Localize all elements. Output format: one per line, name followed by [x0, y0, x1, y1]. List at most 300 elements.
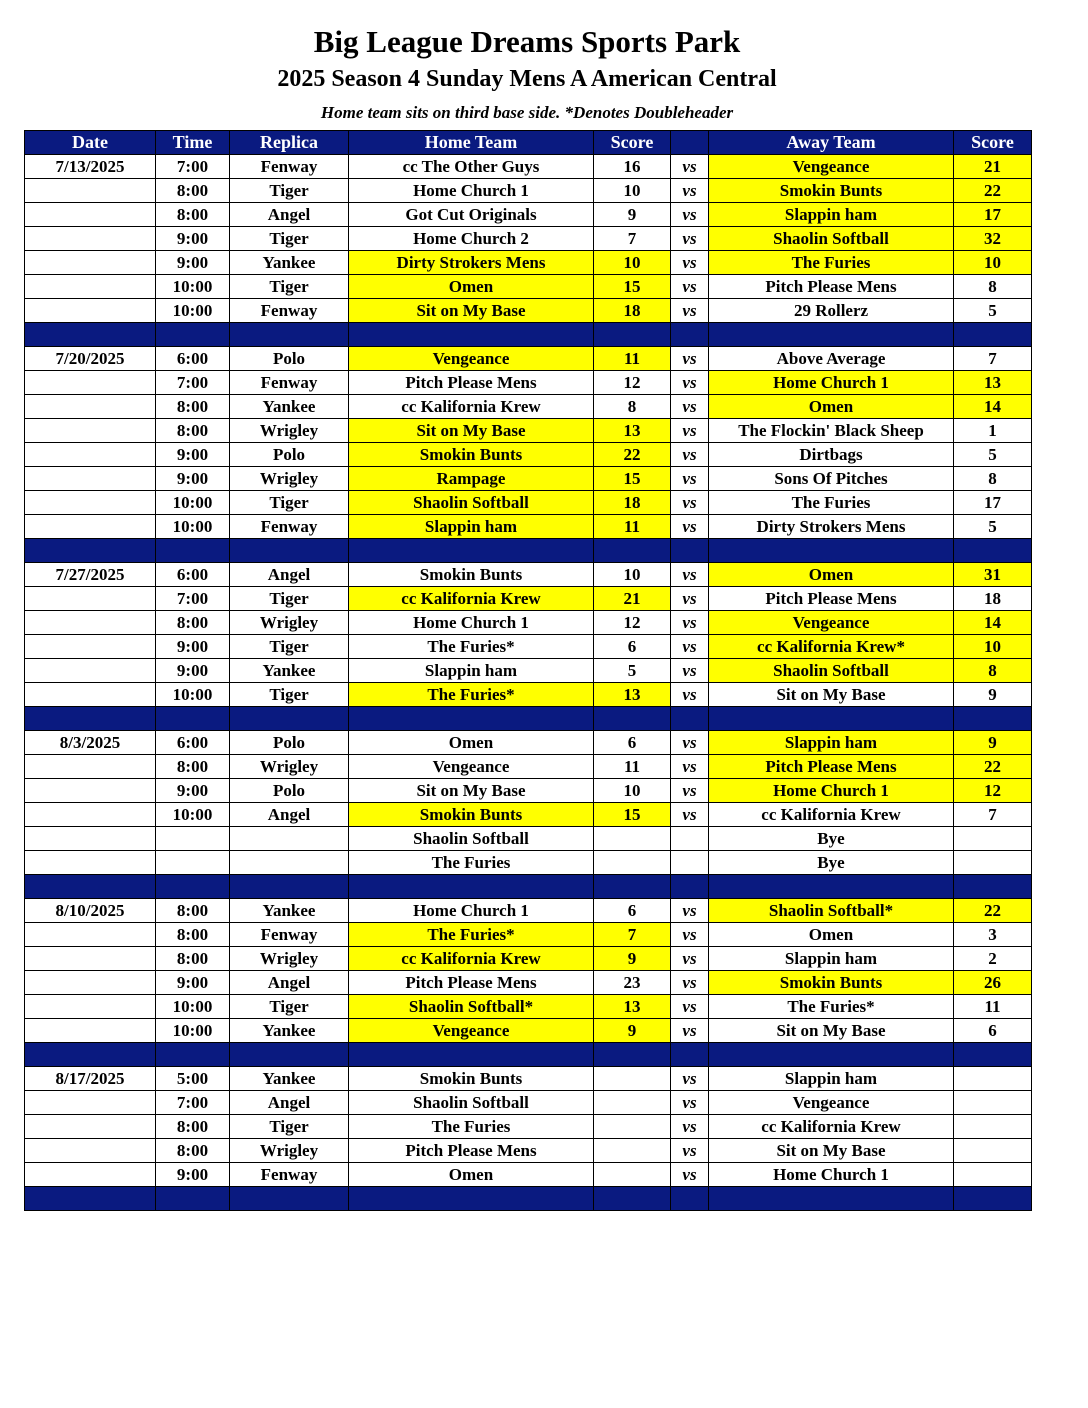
home-score-cell: 7 [594, 923, 671, 947]
replica-field-cell: Fenway [230, 155, 349, 179]
home-score-cell: 18 [594, 491, 671, 515]
away-team-cell: cc Kalifornia Krew [709, 1115, 954, 1139]
replica-field-cell: Tiger [230, 587, 349, 611]
away-team-cell: Home Church 1 [709, 779, 954, 803]
home-team-cell: Rampage [349, 467, 594, 491]
away-score-cell [954, 851, 1032, 875]
replica-field-cell: Fenway [230, 299, 349, 323]
time-cell: 6:00 [156, 731, 230, 755]
separator-cell [594, 323, 671, 347]
col-header-date: Date [25, 131, 156, 155]
home-team-cell: Got Cut Originals [349, 203, 594, 227]
vs-cell: vs [671, 1115, 709, 1139]
home-score-cell: 10 [594, 779, 671, 803]
separator-cell [230, 875, 349, 899]
time-cell: 8:00 [156, 755, 230, 779]
home-team-cell: Pitch Please Mens [349, 1139, 594, 1163]
replica-field-cell: Fenway [230, 923, 349, 947]
away-team-cell: Vengeance [709, 155, 954, 179]
date-cell [25, 947, 156, 971]
home-team-cell: The Furies [349, 851, 594, 875]
vs-cell: vs [671, 1139, 709, 1163]
separator-cell [156, 1187, 230, 1211]
separator-cell [156, 539, 230, 563]
replica-field-cell: Polo [230, 779, 349, 803]
home-team-cell: Smokin Bunts [349, 1067, 594, 1091]
date-cell [25, 995, 156, 1019]
home-score-cell: 13 [594, 683, 671, 707]
away-team-cell: Pitch Please Mens [709, 755, 954, 779]
away-score-cell: 17 [954, 491, 1032, 515]
away-score-cell: 14 [954, 395, 1032, 419]
away-score-cell: 7 [954, 347, 1032, 371]
date-cell [25, 779, 156, 803]
week-separator [25, 875, 1032, 899]
separator-cell [594, 875, 671, 899]
game-row [25, 635, 1032, 659]
separator-cell [709, 1043, 954, 1067]
col-header-home-score: Score [594, 131, 671, 155]
vs-cell: vs [671, 227, 709, 251]
game-row [25, 923, 1032, 947]
vs-cell: vs [671, 443, 709, 467]
week-separator [25, 1187, 1032, 1211]
away-team-cell: Dirtbags [709, 443, 954, 467]
away-score-cell: 18 [954, 587, 1032, 611]
separator-cell [671, 707, 709, 731]
game-row [25, 515, 1032, 539]
date-cell [25, 419, 156, 443]
separator-cell [954, 1043, 1032, 1067]
away-team-cell: Pitch Please Mens [709, 275, 954, 299]
vs-cell: vs [671, 347, 709, 371]
date-cell: 8/3/2025 [25, 731, 156, 755]
replica-field-cell: Polo [230, 731, 349, 755]
replica-field-cell: Wrigley [230, 947, 349, 971]
date-cell [25, 371, 156, 395]
replica-field-cell: Yankee [230, 251, 349, 275]
vs-cell: vs [671, 635, 709, 659]
game-row [25, 1163, 1032, 1187]
replica-field-cell [230, 851, 349, 875]
separator-cell [349, 1187, 594, 1211]
time-cell: 8:00 [156, 179, 230, 203]
replica-field-cell: Yankee [230, 395, 349, 419]
game-row [25, 251, 1032, 275]
replica-field-cell: Wrigley [230, 755, 349, 779]
separator-cell [671, 1043, 709, 1067]
away-score-cell: 5 [954, 443, 1032, 467]
separator-cell [954, 539, 1032, 563]
date-cell [25, 275, 156, 299]
away-team-cell: Sit on My Base [709, 683, 954, 707]
separator-cell [25, 707, 156, 731]
time-cell: 9:00 [156, 443, 230, 467]
date-cell [25, 443, 156, 467]
home-team-cell: Slappin ham [349, 659, 594, 683]
home-score-cell: 11 [594, 755, 671, 779]
separator-cell [709, 539, 954, 563]
home-score-cell: 9 [594, 947, 671, 971]
time-cell: 10:00 [156, 299, 230, 323]
date-cell [25, 587, 156, 611]
header-row [25, 131, 1032, 155]
separator-cell [156, 323, 230, 347]
time-cell: 10:00 [156, 995, 230, 1019]
home-team-cell: Slappin ham [349, 515, 594, 539]
time-cell: 8:00 [156, 899, 230, 923]
home-team-cell: Sit on My Base [349, 299, 594, 323]
time-cell: 10:00 [156, 1019, 230, 1043]
time-cell: 8:00 [156, 1139, 230, 1163]
home-team-cell: Shaolin Softball [349, 1091, 594, 1115]
vs-cell: vs [671, 419, 709, 443]
away-score-cell: 6 [954, 1019, 1032, 1043]
time-cell: 10:00 [156, 683, 230, 707]
separator-cell [671, 539, 709, 563]
away-team-cell: Bye [709, 851, 954, 875]
col-header-vs [671, 131, 709, 155]
schedule-note: Home team sits on third base side. *Denotes Doubleheader [320, 103, 734, 122]
home-team-cell: Omen [349, 731, 594, 755]
game-row [25, 1139, 1032, 1163]
date-cell [25, 227, 156, 251]
game-row [25, 275, 1032, 299]
date-cell [25, 515, 156, 539]
home-score-cell: 18 [594, 299, 671, 323]
away-score-cell: 12 [954, 779, 1032, 803]
away-score-cell [954, 1091, 1032, 1115]
away-team-cell: Home Church 1 [709, 1163, 954, 1187]
home-score-cell: 13 [594, 419, 671, 443]
away-score-cell: 1 [954, 419, 1032, 443]
replica-field-cell: Tiger [230, 635, 349, 659]
home-score-cell [594, 827, 671, 851]
away-team-cell: Sit on My Base [709, 1019, 954, 1043]
time-cell: 6:00 [156, 347, 230, 371]
away-team-cell: Dirty Strokers Mens [709, 515, 954, 539]
date-cell [25, 203, 156, 227]
replica-field-cell: Yankee [230, 1019, 349, 1043]
home-team-cell: Vengeance [349, 755, 594, 779]
game-row [25, 995, 1032, 1019]
time-cell: 8:00 [156, 395, 230, 419]
home-team-cell: Pitch Please Mens [349, 971, 594, 995]
vs-cell: vs [671, 1091, 709, 1115]
away-team-cell: The Furies [709, 491, 954, 515]
home-team-cell: Shaolin Softball [349, 491, 594, 515]
away-score-cell [954, 1163, 1032, 1187]
game-row [25, 731, 1032, 755]
home-team-cell: The Furies* [349, 683, 594, 707]
date-cell [25, 1139, 156, 1163]
away-team-cell: Slappin ham [709, 947, 954, 971]
home-score-cell: 16 [594, 155, 671, 179]
home-team-cell: Smokin Bunts [349, 443, 594, 467]
home-team-cell: Smokin Bunts [349, 563, 594, 587]
away-team-cell: Sit on My Base [709, 1139, 954, 1163]
time-cell: 8:00 [156, 947, 230, 971]
separator-cell [230, 323, 349, 347]
away-team-cell: Omen [709, 395, 954, 419]
game-row [25, 587, 1032, 611]
col-header-replica: Replica [230, 131, 349, 155]
away-score-cell: 8 [954, 275, 1032, 299]
separator-cell [156, 875, 230, 899]
separator-cell [230, 1043, 349, 1067]
away-score-cell: 31 [954, 563, 1032, 587]
vs-cell: vs [671, 491, 709, 515]
away-team-cell: 29 Rollerz [709, 299, 954, 323]
away-score-cell: 17 [954, 203, 1032, 227]
home-team-cell: Omen [349, 275, 594, 299]
time-cell: 9:00 [156, 779, 230, 803]
replica-field-cell: Angel [230, 563, 349, 587]
time-cell: 9:00 [156, 659, 230, 683]
date-cell [25, 467, 156, 491]
home-team-cell: cc Kalifornia Krew [349, 395, 594, 419]
home-score-cell: 7 [594, 227, 671, 251]
away-team-cell: Shaolin Softball [709, 227, 954, 251]
replica-field-cell: Angel [230, 1091, 349, 1115]
home-score-cell [594, 1163, 671, 1187]
separator-cell [594, 1043, 671, 1067]
away-team-cell: Omen [709, 923, 954, 947]
replica-field-cell: Tiger [230, 683, 349, 707]
time-cell: 10:00 [156, 803, 230, 827]
separator-cell [230, 539, 349, 563]
date-cell [25, 827, 156, 851]
away-team-cell: Bye [709, 827, 954, 851]
replica-field-cell: Yankee [230, 659, 349, 683]
replica-field-cell: Wrigley [230, 611, 349, 635]
home-team-cell: Home Church 1 [349, 611, 594, 635]
date-cell [25, 1115, 156, 1139]
replica-field-cell: Tiger [230, 275, 349, 299]
away-score-cell: 22 [954, 179, 1032, 203]
away-score-cell: 2 [954, 947, 1032, 971]
week-separator [25, 707, 1032, 731]
away-team-cell: Above Average [709, 347, 954, 371]
game-row [25, 1115, 1032, 1139]
separator-cell [349, 323, 594, 347]
date-cell: 7/20/2025 [25, 347, 156, 371]
date-cell [25, 971, 156, 995]
week-separator [25, 323, 1032, 347]
time-cell: 10:00 [156, 491, 230, 515]
col-header-away-score: Score [954, 131, 1032, 155]
game-row [25, 947, 1032, 971]
away-score-cell: 22 [954, 899, 1032, 923]
vs-cell: vs [671, 1067, 709, 1091]
date-cell [25, 683, 156, 707]
time-cell: 7:00 [156, 587, 230, 611]
away-score-cell: 13 [954, 371, 1032, 395]
separator-cell [671, 1187, 709, 1211]
away-team-cell: The Furies* [709, 995, 954, 1019]
home-team-cell: The Furies* [349, 923, 594, 947]
vs-cell: vs [671, 947, 709, 971]
home-team-cell: Pitch Please Mens [349, 371, 594, 395]
away-team-cell: Shaolin Softball* [709, 899, 954, 923]
time-cell: 9:00 [156, 1163, 230, 1187]
home-team-cell: cc The Other Guys [349, 155, 594, 179]
time-cell: 10:00 [156, 515, 230, 539]
away-team-cell: Home Church 1 [709, 371, 954, 395]
home-score-cell: 6 [594, 731, 671, 755]
replica-field-cell: Wrigley [230, 419, 349, 443]
game-row [25, 395, 1032, 419]
replica-field-cell: Fenway [230, 1163, 349, 1187]
date-cell [25, 755, 156, 779]
replica-field-cell: Tiger [230, 227, 349, 251]
vs-cell: vs [671, 467, 709, 491]
away-team-cell: Smokin Bunts [709, 179, 954, 203]
away-score-cell: 5 [954, 515, 1032, 539]
date-cell [25, 1019, 156, 1043]
time-cell: 8:00 [156, 203, 230, 227]
away-score-cell: 10 [954, 635, 1032, 659]
home-team-cell: Dirty Strokers Mens [349, 251, 594, 275]
vs-cell: vs [671, 299, 709, 323]
time-cell: 10:00 [156, 275, 230, 299]
home-team-cell: Smokin Bunts [349, 803, 594, 827]
game-row [25, 491, 1032, 515]
away-score-cell: 14 [954, 611, 1032, 635]
replica-field-cell: Angel [230, 971, 349, 995]
home-score-cell [594, 1115, 671, 1139]
separator-cell [349, 875, 594, 899]
vs-cell: vs [671, 659, 709, 683]
game-row [25, 827, 1032, 851]
replica-field-cell: Angel [230, 803, 349, 827]
game-row [25, 203, 1032, 227]
home-score-cell: 11 [594, 347, 671, 371]
date-cell [25, 659, 156, 683]
replica-field-cell: Angel [230, 203, 349, 227]
home-score-cell: 15 [594, 467, 671, 491]
vs-cell: vs [671, 971, 709, 995]
time-cell: 8:00 [156, 419, 230, 443]
replica-field-cell: Tiger [230, 995, 349, 1019]
away-team-cell: Slappin ham [709, 731, 954, 755]
home-score-cell: 15 [594, 275, 671, 299]
date-cell [25, 923, 156, 947]
separator-cell [230, 1187, 349, 1211]
vs-cell: vs [671, 371, 709, 395]
away-team-cell: The Furies [709, 251, 954, 275]
vs-cell: vs [671, 563, 709, 587]
home-team-cell: The Furies [349, 1115, 594, 1139]
separator-cell [594, 707, 671, 731]
away-team-cell: Omen [709, 563, 954, 587]
home-score-cell: 22 [594, 443, 671, 467]
date-cell [25, 1091, 156, 1115]
replica-field-cell [230, 827, 349, 851]
date-cell [25, 179, 156, 203]
separator-cell [954, 323, 1032, 347]
away-score-cell: 7 [954, 803, 1032, 827]
game-row [25, 227, 1032, 251]
away-score-cell [954, 1067, 1032, 1091]
vs-cell: vs [671, 923, 709, 947]
home-score-cell: 6 [594, 635, 671, 659]
time-cell: 9:00 [156, 635, 230, 659]
vs-cell: vs [671, 779, 709, 803]
time-cell: 9:00 [156, 227, 230, 251]
separator-cell [25, 875, 156, 899]
date-cell [25, 635, 156, 659]
date-cell [25, 851, 156, 875]
time-cell: 8:00 [156, 923, 230, 947]
time-cell [156, 851, 230, 875]
away-score-cell [954, 1139, 1032, 1163]
separator-cell [230, 707, 349, 731]
game-row [25, 851, 1032, 875]
replica-field-cell: Polo [230, 347, 349, 371]
separator-cell [156, 1043, 230, 1067]
replica-field-cell: Yankee [230, 1067, 349, 1091]
away-score-cell: 32 [954, 227, 1032, 251]
replica-field-cell: Tiger [230, 491, 349, 515]
game-row [25, 1019, 1032, 1043]
separator-cell [349, 707, 594, 731]
away-team-cell: Pitch Please Mens [709, 587, 954, 611]
home-team-cell: Vengeance [349, 347, 594, 371]
home-team-cell: Sit on My Base [349, 779, 594, 803]
game-row [25, 347, 1032, 371]
vs-cell: vs [671, 611, 709, 635]
away-score-cell: 9 [954, 683, 1032, 707]
away-team-cell: Slappin ham [709, 1067, 954, 1091]
vs-cell [671, 851, 709, 875]
date-cell: 8/10/2025 [25, 899, 156, 923]
time-cell: 8:00 [156, 1115, 230, 1139]
time-cell: 8:00 [156, 611, 230, 635]
home-score-cell: 10 [594, 179, 671, 203]
game-row [25, 1067, 1032, 1091]
separator-cell [709, 1187, 954, 1211]
game-row [25, 779, 1032, 803]
time-cell: 9:00 [156, 971, 230, 995]
date-cell: 7/13/2025 [25, 155, 156, 179]
home-team-cell: Home Church 2 [349, 227, 594, 251]
vs-cell: vs [671, 587, 709, 611]
date-cell: 8/17/2025 [25, 1067, 156, 1091]
away-score-cell [954, 827, 1032, 851]
home-score-cell: 8 [594, 395, 671, 419]
home-score-cell: 11 [594, 515, 671, 539]
separator-cell [349, 539, 594, 563]
game-row [25, 659, 1032, 683]
schedule-body [25, 155, 1032, 1211]
away-score-cell: 5 [954, 299, 1032, 323]
home-team-cell: Shaolin Softball* [349, 995, 594, 1019]
page-title: Big League Dreams Sports Park [313, 24, 741, 59]
vs-cell: vs [671, 179, 709, 203]
separator-cell [156, 707, 230, 731]
date-cell [25, 611, 156, 635]
date-cell [25, 1163, 156, 1187]
home-score-cell: 15 [594, 803, 671, 827]
game-row [25, 371, 1032, 395]
schedule-table [24, 130, 1032, 1211]
week-separator [25, 539, 1032, 563]
vs-cell: vs [671, 515, 709, 539]
game-row [25, 467, 1032, 491]
replica-field-cell: Polo [230, 443, 349, 467]
away-score-cell: 11 [954, 995, 1032, 1019]
